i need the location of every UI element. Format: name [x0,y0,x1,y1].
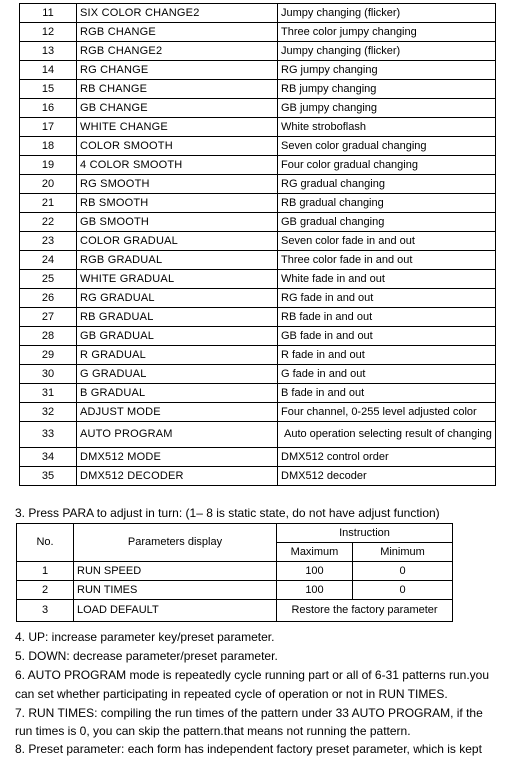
mode-description: Seven color fade in and out [278,232,496,251]
mode-description: RB gradual changing [278,194,496,213]
mode-row [20,251,496,270]
mode-description: RG fade in and out [278,289,496,308]
header-instruction: Instruction [277,524,453,543]
mode-row [20,232,496,251]
mode-name: RGB CHANGE2 [77,42,278,61]
param-restore: Restore the factory parameter [277,600,453,622]
note-5: 5. DOWN: decrease parameter/preset parameter. [15,649,278,663]
mode-number: 30 [20,365,77,384]
mode-description: GB gradual changing [278,213,496,232]
mode-number: 11 [20,4,77,23]
mode-number: 23 [20,232,77,251]
param-min: 0 [353,562,453,581]
mode-name: DMX512 MODE [77,448,278,467]
mode-row [20,422,496,448]
mode-row [20,80,496,99]
mode-description: White fade in and out [278,270,496,289]
mode-row [20,213,496,232]
mode-row [20,448,496,467]
note-6-line-2: can set whether participating in repeated cycle of operation or not in RUN TIMES. [15,687,448,701]
mode-row [20,175,496,194]
mode-row [20,23,496,42]
mode-name: SIX COLOR CHANGE2 [77,4,278,23]
mode-description: G fade in and out [278,365,496,384]
mode-number: 29 [20,346,77,365]
mode-description: GB jumpy changing [278,99,496,118]
mode-row [20,99,496,118]
mode-description: Four channel, 0-255 level adjusted color [278,403,496,422]
mode-number: 21 [20,194,77,213]
mode-name: RG CHANGE [77,61,278,80]
header-parameters-display: Parameters display [74,524,277,562]
header-no: No. [17,524,74,562]
mode-description: B fade in and out [278,384,496,403]
mode-row [20,327,496,346]
mode-row [20,346,496,365]
mode-number: 12 [20,23,77,42]
mode-row [20,137,496,156]
param-name: RUN TIMES [74,581,277,600]
mode-number: 20 [20,175,77,194]
mode-row [20,4,496,23]
mode-number: 32 [20,403,77,422]
mode-name: ADJUST MODE [77,403,278,422]
mode-description: White stroboflash [278,118,496,137]
mode-name: RGB CHANGE [77,23,278,42]
mode-number: 14 [20,61,77,80]
param-max: 100 [277,581,353,600]
mode-row [20,156,496,175]
mode-name: R GRADUAL [77,346,278,365]
mode-name: RG SMOOTH [77,175,278,194]
note-8: 8. Preset parameter: each form has independent factory preset parameter, which is kept [15,742,482,756]
mode-number: 26 [20,289,77,308]
mode-number: 17 [20,118,77,137]
mode-name: WHITE GRADUAL [77,270,278,289]
mode-number: 25 [20,270,77,289]
mode-description: GB fade in and out [278,327,496,346]
mode-number: 31 [20,384,77,403]
mode-description: Three color fade in and out [278,251,496,270]
mode-name: DMX512 DECODER [77,467,278,486]
mode-description: DMX512 control order [278,448,496,467]
note-7-line-1: 7. RUN TIMES: compiling the run times of the pattern under 33 AUTO PROGRAM, if the [15,706,483,720]
mode-name: 4 COLOR SMOOTH [77,156,278,175]
param-max: 100 [277,562,353,581]
mode-name: B GRADUAL [77,384,278,403]
mode-description: R fade in and out [278,346,496,365]
param-no: 3 [17,600,74,622]
param-no: 2 [17,581,74,600]
mode-name: AUTO PROGRAM [77,422,278,448]
section-3-heading: 3. Press PARA to adjust in turn: (1– 8 is static state, do not have adjust function) [15,506,440,520]
mode-row [20,403,496,422]
mode-name: COLOR GRADUAL [77,232,278,251]
mode-number: 35 [20,467,77,486]
mode-name: GB CHANGE [77,99,278,118]
parameter-table [16,523,453,622]
note-6-line-1: 6. AUTO PROGRAM mode is repeatedly cycle running part or all of 6-31 patterns run.you [15,668,489,682]
mode-name: GB SMOOTH [77,213,278,232]
mode-name: RB SMOOTH [77,194,278,213]
mode-name: RGB GRADUAL [77,251,278,270]
mode-name: RB CHANGE [77,80,278,99]
mode-description: Seven color gradual changing [278,137,496,156]
header-minimum: Minimum [353,543,453,562]
mode-table-body [20,4,496,486]
mode-number: 16 [20,99,77,118]
mode-number: 22 [20,213,77,232]
param-name: RUN SPEED [74,562,277,581]
note-4: 4. UP: increase parameter key/preset parameter. [15,630,275,644]
mode-name: G GRADUAL [77,365,278,384]
mode-description: RB fade in and out [278,308,496,327]
mode-description: DMX512 decoder [278,467,496,486]
param-min: 0 [353,581,453,600]
mode-number: 34 [20,448,77,467]
mode-row [20,384,496,403]
mode-table [19,3,496,486]
param-no: 1 [17,562,74,581]
mode-description: Auto operation selecting result of changing [278,422,496,448]
mode-row [20,61,496,80]
mode-number: 24 [20,251,77,270]
mode-number: 19 [20,156,77,175]
mode-row [20,42,496,61]
mode-description: Jumpy changing (flicker) [278,4,496,23]
mode-row [20,467,496,486]
mode-row [20,270,496,289]
mode-number: 28 [20,327,77,346]
mode-row [20,118,496,137]
mode-description: Four color gradual changing [278,156,496,175]
mode-row [20,289,496,308]
mode-name: RB GRADUAL [77,308,278,327]
mode-row [20,365,496,384]
mode-description: Jumpy changing (flicker) [278,42,496,61]
mode-description: RG gradual changing [278,175,496,194]
mode-description: RG jumpy changing [278,61,496,80]
mode-description: Three color jumpy changing [278,23,496,42]
mode-number: 15 [20,80,77,99]
header-maximum: Maximum [277,543,353,562]
mode-name: GB GRADUAL [77,327,278,346]
mode-number: 27 [20,308,77,327]
mode-description: RB jumpy changing [278,80,496,99]
mode-name: COLOR SMOOTH [77,137,278,156]
param-name: LOAD DEFAULT [74,600,277,622]
mode-row [20,308,496,327]
mode-number: 33 [20,422,77,448]
note-7-line-2: run times is 0, you can skip the pattern.that means not running the pattern. [15,724,411,738]
mode-name: WHITE CHANGE [77,118,278,137]
mode-row [20,194,496,213]
mode-number: 18 [20,137,77,156]
mode-name: RG GRADUAL [77,289,278,308]
mode-number: 13 [20,42,77,61]
